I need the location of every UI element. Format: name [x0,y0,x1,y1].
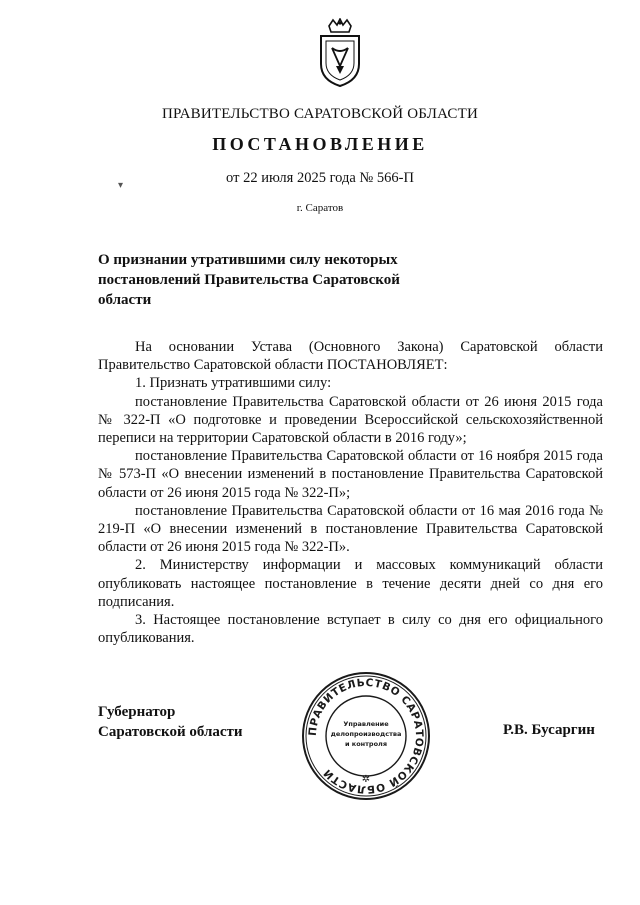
body-paragraph: На основании Устава (Основного Закона) Саратовской области Правительство Саратовской области ПОСТАНОВЛЯЕТ: [98,339,603,374]
seal-inner-line: и контроля [344,740,388,748]
body-paragraph: постановление Правительства Саратовской области от 26 июня 2015 года № 322-П «О подготовке и проведении Всероссийской сельскохозяйственной переписи на территории Саратовской области в 2016 году»; [98,393,603,447]
seal-inner-line: делопроизводства [330,730,402,738]
scan-mark: ▾ [118,180,124,191]
position-line: Саратовской области [98,724,243,740]
seal-star-icon: ✲ [361,774,371,785]
subject-line: О признании утратившими силу некоторых [98,252,398,268]
seal-ring-text: ПРАВИТЕЛЬСТВО САРАТОВСКОЙ ОБЛАСТИ [306,676,426,796]
position-line: Губернатор [98,704,176,720]
body-paragraph: постановление Правительства Саратовской области от 16 мая 2016 года № 219-П «О внесении изменений в постановление Правительства Саратовской области от 26 июня 2015 года № 322-П». [98,502,603,556]
city: г. Саратов [296,202,344,214]
body-paragraph: 1. Признать утратившими силу: [135,375,332,392]
document-type: ПОСТАНОВЛЕНИЕ [212,134,428,154]
organization-name: ПРАВИТЕЛЬСТВО САРАТОВСКОЙ ОБЛАСТИ [161,106,479,122]
document-date-number: от 22 июля 2025 года № 566-П [226,170,414,186]
signatory-name: Р.В. Бусаргин [503,722,595,738]
body-paragraph: постановление Правительства Саратовской области от 16 ноября 2015 года № 573-П «О внесении изменений в постановление Правительства Саратовской области от 26 июня 2015 года № 322-П»; [98,448,603,501]
seal-inner-line: Управление [343,720,389,728]
official-seal [300,670,432,802]
document-body [98,338,603,647]
subject-line: области [98,292,152,308]
document-subject [98,250,428,310]
signatory-position [98,702,243,742]
coat-of-arms-icon [315,18,365,88]
body-paragraph: 2. Министерству информации и массовых коммуникаций области опубликовать настоящее постановление в течение десяти дней со дня его подписания. [98,557,603,610]
subject-line: постановлений Правительства Саратовской [98,272,400,288]
body-paragraph: 3. Настоящее постановление вступает в силу со дня его официального опубликования. [98,612,603,647]
